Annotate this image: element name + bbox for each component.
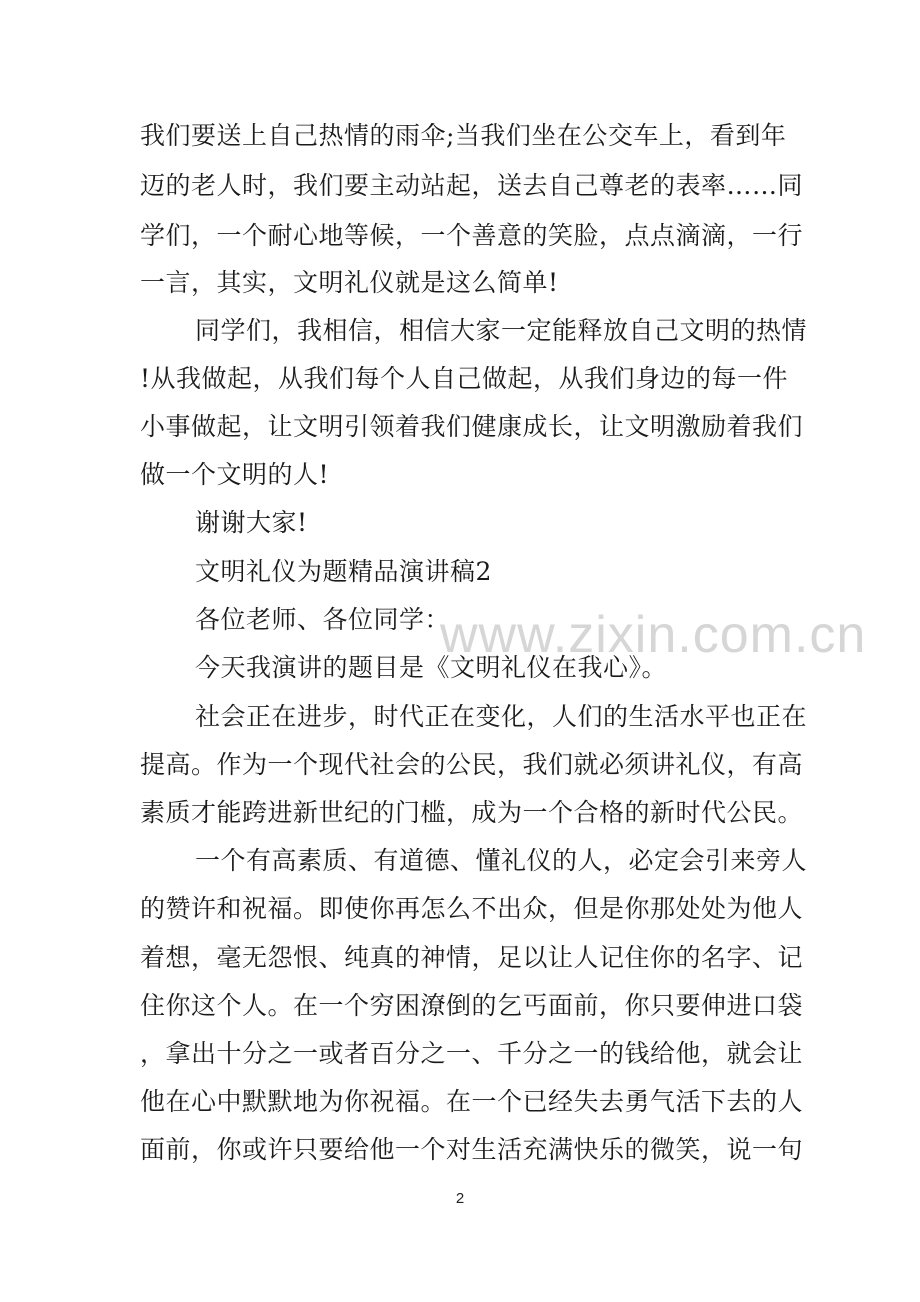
text-line: 学们，一个耐心地等候，一个善意的笑脸，点点滴滴，一行 — [140, 221, 804, 250]
text-line: 小事做起，让文明引领着我们健康成长，让文明激励着我们 — [140, 412, 804, 441]
text-line: 迈的老人时，我们要主动站起，送去自己尊老的表率……同 — [140, 171, 804, 200]
section-heading: 文明礼仪为题精品演讲稿2 — [195, 557, 492, 586]
text-line: 今天我演讲的题目是《文明礼仪在我心》。 — [195, 653, 668, 682]
text-line: 做一个文明的人! — [140, 460, 330, 489]
watermark: www.zixin.com.cn — [440, 606, 867, 664]
text-line: ，拿出十分之一或者百分之一、千分之一的钱给他，就会让 — [140, 1039, 804, 1068]
salutation: 各位老师、各位同学： — [195, 605, 451, 634]
text-line: 的赞许和祝福。即使你再怎么不出众，但是你那处处为他人 — [140, 894, 804, 923]
text-line: 同学们，我相信，相信大家一定能释放自己文明的热情 — [195, 316, 808, 345]
text-line: 一个有高素质、有道德、懂礼仪的人，必定会引来旁人 — [195, 846, 808, 875]
text-line: 着想，毫无怨恨、纯真的神情，足以让人记住你的名字、记 — [140, 943, 804, 972]
text-line: !从我做起，从我们每个人自己做起，从我们身边的每一件 — [140, 364, 789, 393]
text-line: 提高。作为一个现代社会的公民，我们就必须讲礼仪，有高 — [140, 750, 804, 779]
text-line: 他在心中默默地为你祝福。在一个已经失去勇气活下去的人 — [140, 1087, 804, 1116]
text-line: 一言，其实，文明礼仪就是这么简单! — [140, 268, 559, 297]
text-line: 素质才能跨进新世纪的门槛，成为一个合格的新时代公民。 — [140, 798, 804, 827]
page-number: 2 — [455, 1190, 465, 1207]
text-line: 面前，你或许只要给他一个对生活充满快乐的微笑，说一句 — [140, 1135, 804, 1164]
text-line: 我们要送上自己热情的雨伞;当我们坐在公交车上，看到年 — [140, 121, 787, 150]
text-line: 住你这个人。在一个穷困潦倒的乞丐面前，你只要伸进口袋 — [140, 991, 804, 1020]
text-line: 社会正在进步，时代正在变化，人们的生活水平也正在 — [195, 702, 808, 731]
text-line: 谢谢大家! — [195, 508, 308, 537]
